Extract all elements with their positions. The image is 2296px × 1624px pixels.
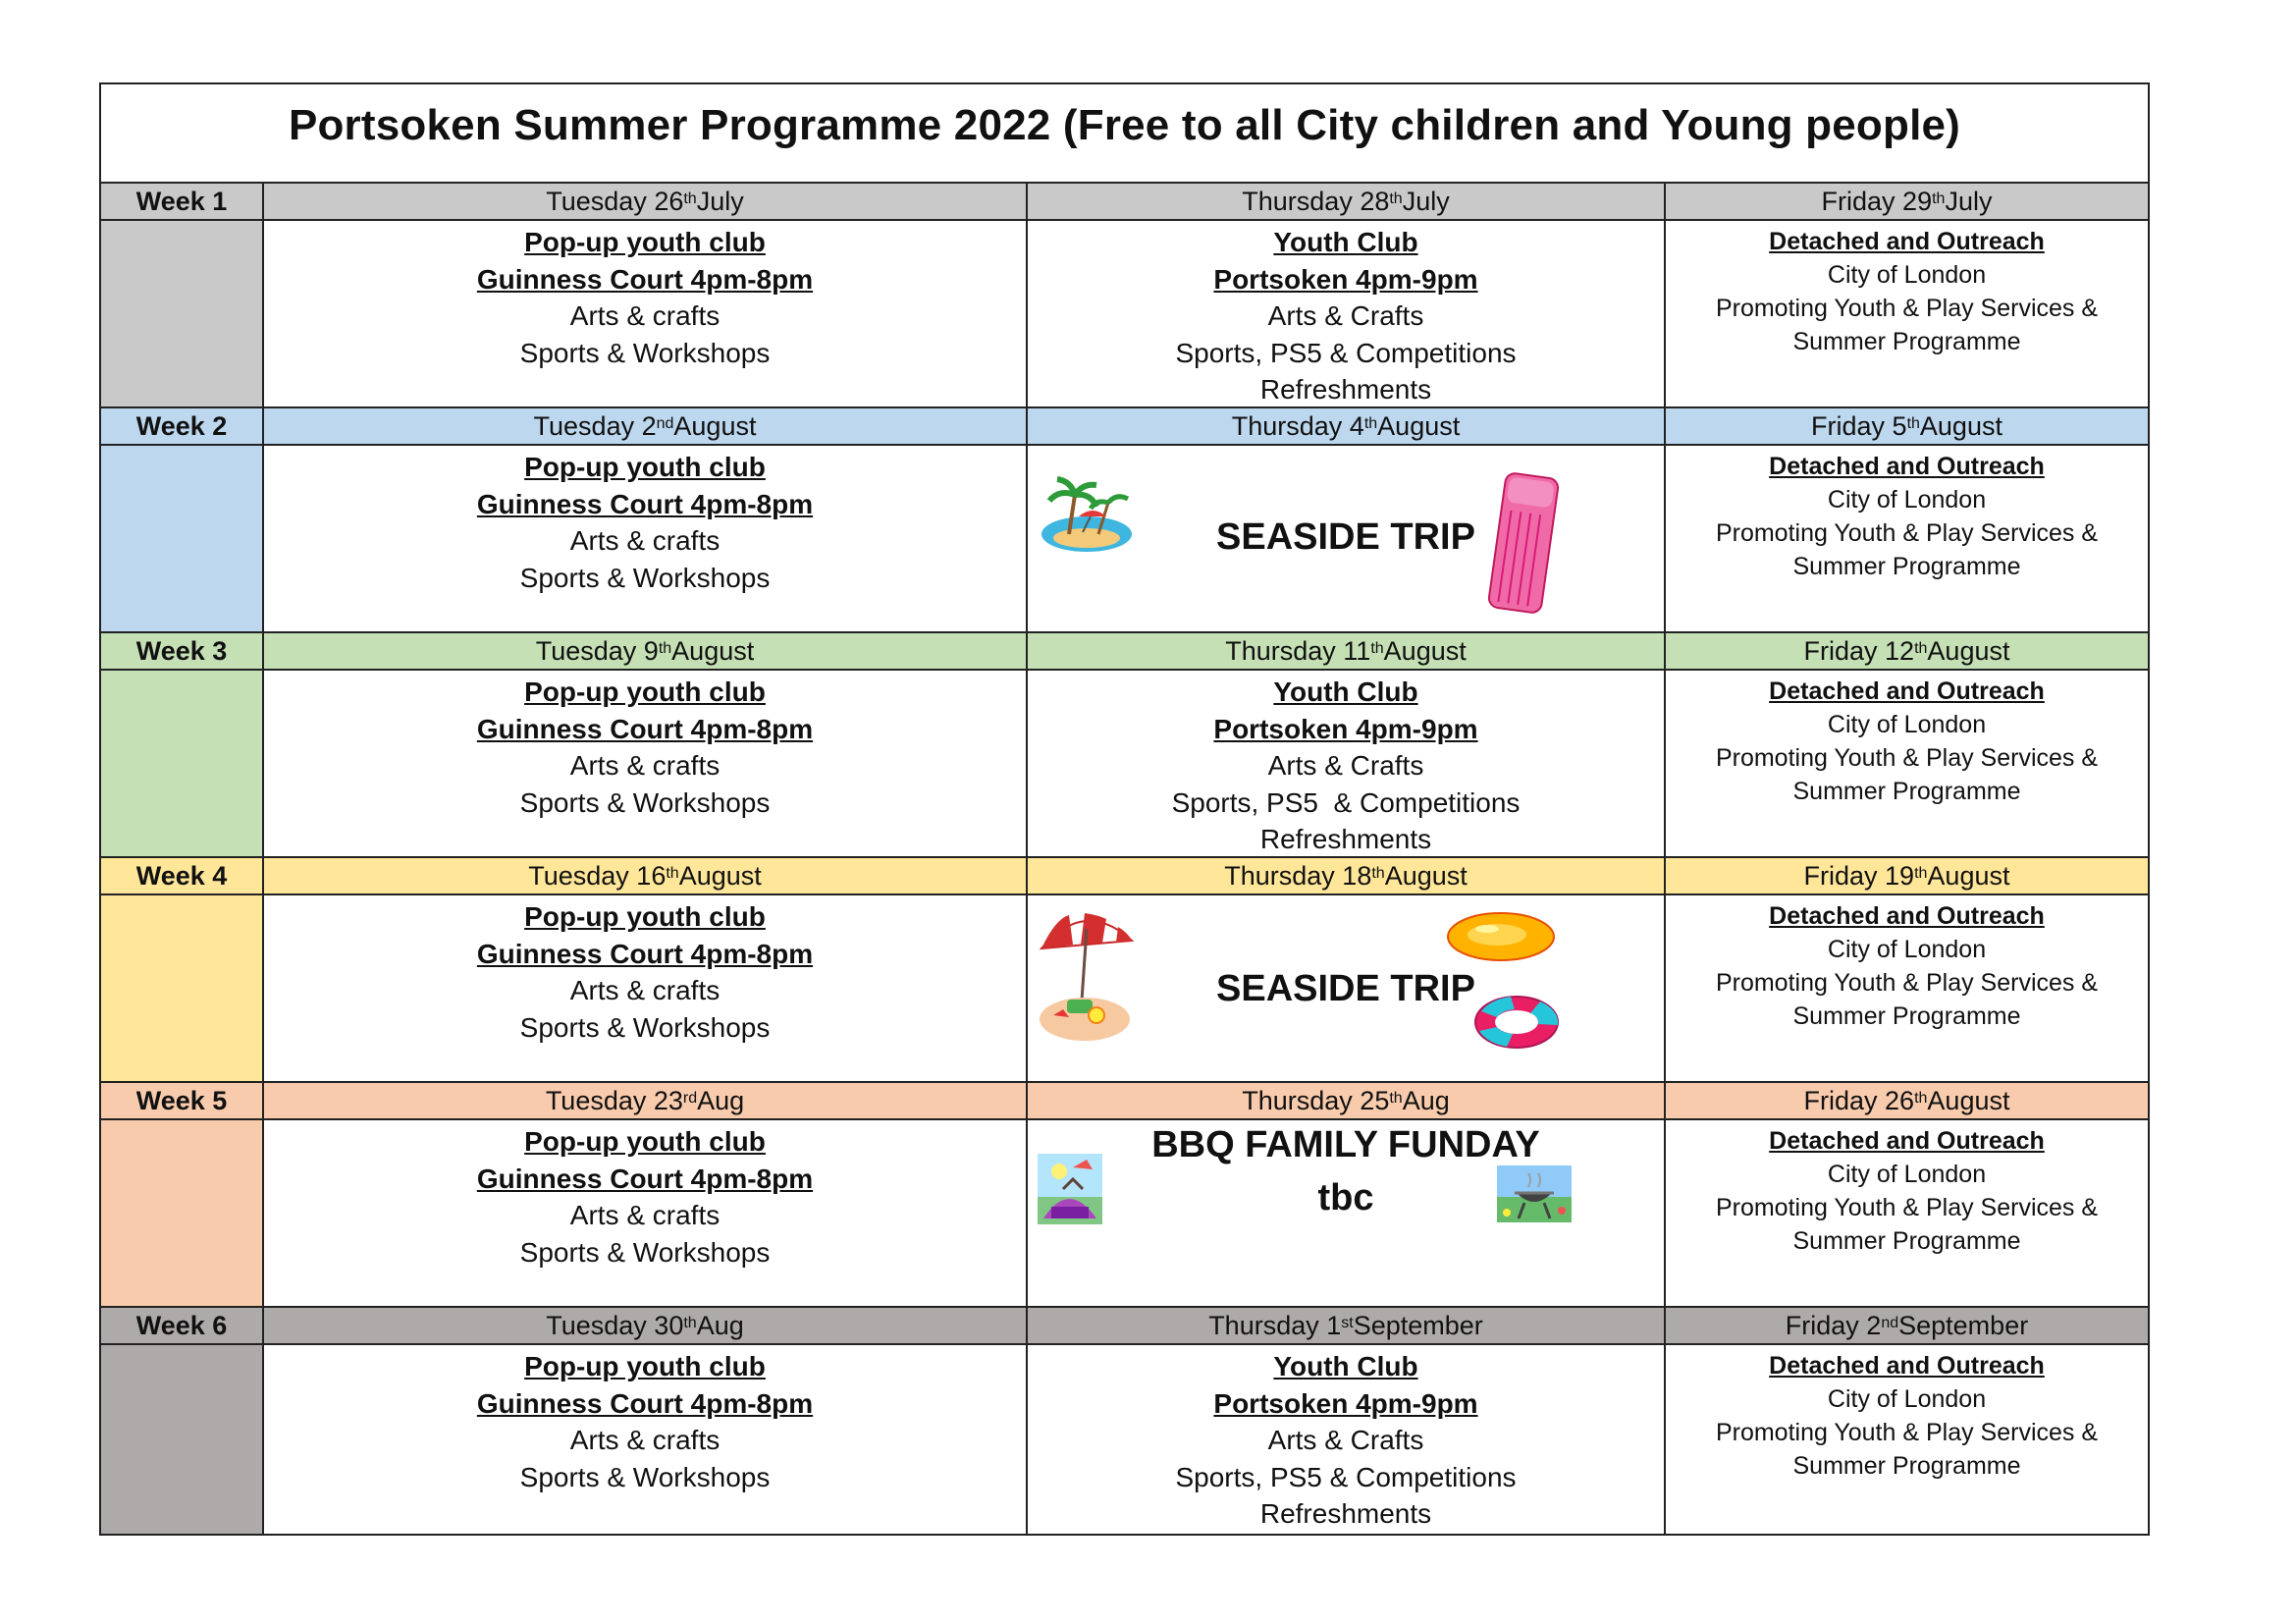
activity-line: Sports & Workshops <box>519 337 771 368</box>
activity-line: Summer Programme <box>1792 328 2021 355</box>
week-body-row <box>101 221 2148 408</box>
activity-title: Pop-up youth club <box>524 677 766 707</box>
activity-line: Arts & crafts <box>569 750 721 781</box>
friday-activity <box>1666 671 2148 856</box>
activity-line: City of London <box>1827 1385 1987 1413</box>
tuesday-date: Tuesday 2 $^{nd}$ August <box>264 408 1028 444</box>
activity-location: Guinness Court 4pm-8pm <box>476 1387 814 1419</box>
lilo-icon <box>1479 469 1568 617</box>
activity-title: Detached and Outreach <box>1769 453 2045 480</box>
week-body-row <box>101 446 2148 633</box>
activity-line: Summer Programme <box>1792 778 2021 805</box>
activity-line: Sports & Workshops <box>519 1236 771 1268</box>
week-color-cell <box>101 221 264 406</box>
activity-line: Arts & Crafts <box>1267 750 1424 781</box>
tuesday-activity <box>264 446 1028 631</box>
tuesday-date: Tuesday 23 $^{rd}$ Aug <box>264 1083 1028 1118</box>
friday-date: Friday 5 $^{th}$ August <box>1811 410 2002 441</box>
activity-title: Pop-up youth club <box>524 901 766 932</box>
activity-line: Promoting Youth & Play Services & <box>1715 1194 2099 1221</box>
activity-line: City of London <box>1827 1161 1987 1188</box>
thursday-date: Thursday 11 $^{th}$ August <box>1028 633 1666 669</box>
tuesday-activity <box>264 895 1028 1081</box>
week-body-row <box>101 1345 2148 1534</box>
tuesday-date: Tuesday 26 $^{th}$ July <box>264 184 1028 219</box>
friday-activity <box>1666 221 2148 406</box>
activity-location: Portsoken 4pm-9pm <box>1213 713 1478 744</box>
week-header-row <box>101 408 2148 446</box>
activity-line: Summer Programme <box>1792 1002 2021 1030</box>
activity-line: Arts & crafts <box>569 525 721 556</box>
week-2-block <box>101 408 2148 633</box>
activity-line: Sports & Workshops <box>519 562 771 593</box>
activity-title: Detached and Outreach <box>1769 677 2045 705</box>
activity-line: Promoting Youth & Play Services & <box>1715 969 2099 997</box>
week-1-block <box>101 184 2148 408</box>
tuesday-activity <box>264 1120 1028 1306</box>
week-header-row <box>101 1308 2148 1345</box>
week-6-block <box>101 1308 2148 1534</box>
thursday-date: Thursday 18 $^{th}$ August <box>1028 858 1666 893</box>
tuesday-date: Tuesday 30 $^{th}$ Aug <box>264 1308 1028 1343</box>
activity-line: Arts & crafts <box>569 1200 721 1230</box>
tuesday-activity <box>264 1345 1028 1534</box>
week-color-cell <box>101 895 264 1081</box>
friday-activity <box>1666 446 2148 631</box>
week-color-cell <box>101 1345 264 1534</box>
activity-location: Guinness Court 4pm-8pm <box>476 713 814 744</box>
thursday-date: Thursday 25 $^{th}$ Aug <box>1028 1083 1666 1118</box>
friday-activity <box>1666 895 2148 1081</box>
tuesday-date: Tuesday 16 $^{th}$ August <box>264 858 1028 893</box>
activity-title: Detached and Outreach <box>1769 1352 2045 1380</box>
activity-line: Promoting Youth & Play Services & <box>1715 1419 2099 1446</box>
week-label: Week 1 <box>101 184 264 219</box>
activity-location: Portsoken 4pm-9pm <box>1213 263 1478 295</box>
thursday-date: Thursday 4 $^{th}$ August <box>1028 408 1666 444</box>
activity-line: Promoting Youth & Play Services & <box>1715 744 2099 772</box>
activity-line: Refreshments <box>1259 374 1432 405</box>
friday-activity <box>1666 1345 2148 1534</box>
friday-date: Friday 19 $^{th}$ August <box>1803 860 2010 891</box>
activity-line: Arts & Crafts <box>1267 1425 1424 1455</box>
activity-line: Sports, PS5 & Competitions <box>1175 1461 1517 1492</box>
week-label: Week 5 <box>101 1083 264 1118</box>
tuesday-activity <box>264 671 1028 856</box>
activity-line: Refreshments <box>1259 1498 1432 1529</box>
friday-date: Friday 26 $^{th}$ August <box>1803 1085 2010 1115</box>
week-color-cell <box>101 671 264 856</box>
activity-line: City of London <box>1827 486 1987 514</box>
activity-line: Arts & crafts <box>569 300 721 331</box>
activity-line: City of London <box>1827 711 1987 738</box>
activity-location: Guinness Court 4pm-8pm <box>476 488 814 519</box>
activity-line: City of London <box>1827 936 1987 963</box>
thursday-activity <box>1028 671 1666 856</box>
thursday-date: Thursday 28 $^{th}$ July <box>1028 184 1666 219</box>
week-label: Week 6 <box>101 1308 264 1343</box>
tuesday-activity <box>264 221 1028 406</box>
activity-title: Detached and Outreach <box>1769 1127 2045 1155</box>
bbq-grill-icon <box>1495 1164 1574 1224</box>
activity-location: Guinness Court 4pm-8pm <box>476 1163 814 1194</box>
activity-title: Pop-up youth club <box>524 452 766 482</box>
week-color-cell <box>101 1120 264 1306</box>
activity-line: Sports & Workshops <box>519 786 771 818</box>
activity-line: Sports, PS5 & Competitions <box>1175 337 1517 368</box>
friday-date: Friday 2 $^{nd}$ September <box>1785 1310 2029 1340</box>
tuesday-date: Tuesday 9 $^{th}$ August <box>264 633 1028 669</box>
activity-title: Pop-up youth club <box>524 1351 766 1381</box>
week-3-block <box>101 633 2148 858</box>
week-label: Week 2 <box>101 408 264 444</box>
thursday-activity <box>1028 221 1666 406</box>
friday-activity <box>1666 1120 2148 1306</box>
week-header-row <box>101 184 2148 221</box>
activity-line: Promoting Youth & Play Services & <box>1715 295 2099 322</box>
activity-line: Summer Programme <box>1792 1227 2021 1255</box>
week-label: Week 4 <box>101 858 264 893</box>
activity-location: Guinness Court 4pm-8pm <box>476 938 814 969</box>
week-header-row <box>101 633 2148 671</box>
week-label: Week 3 <box>101 633 264 669</box>
activity-line: Sports & Workshops <box>519 1011 771 1043</box>
thursday-activity <box>1028 895 1666 1081</box>
week-body-row <box>101 1120 2148 1308</box>
week-color-cell <box>101 446 264 631</box>
activity-line: Summer Programme <box>1792 553 2021 580</box>
thursday-activity <box>1028 1120 1666 1306</box>
activity-title: Youth Club <box>1273 677 1418 707</box>
activity-line: City of London <box>1827 261 1987 289</box>
activity-line: Sports & Workshops <box>519 1461 771 1492</box>
picnic-icon <box>1034 1150 1106 1228</box>
page-title: Portsoken Summer Programme 2022 (Free to all City children and Young people) <box>288 100 1961 149</box>
activity-location: Guinness Court 4pm-8pm <box>476 263 814 295</box>
activity-line: Summer Programme <box>1792 1452 2021 1480</box>
activity-title: Pop-up youth club <box>524 1126 766 1157</box>
thursday-activity <box>1028 446 1666 631</box>
rubber-ring-icon <box>1471 990 1562 1055</box>
activity-title: Youth Club <box>1273 227 1418 257</box>
week-body-row <box>101 895 2148 1083</box>
event-title: SEASIDE TRIP <box>1216 516 1475 558</box>
event-title: BBQ FAMILY FUNDAY <box>1151 1124 1540 1165</box>
activity-line: Arts & crafts <box>569 1425 721 1455</box>
week-body-row <box>101 671 2148 858</box>
activity-line: Refreshments <box>1259 824 1432 854</box>
activity-title: Detached and Outreach <box>1769 228 2045 255</box>
programme-table <box>99 82 2150 1536</box>
activity-line: Arts & crafts <box>569 975 721 1005</box>
week-4-block <box>101 858 2148 1083</box>
event-title: SEASIDE TRIP <box>1216 968 1475 1009</box>
week-5-block <box>101 1083 2148 1308</box>
activity-location: Portsoken 4pm-9pm <box>1213 1387 1478 1419</box>
friday-date: Friday 29 $^{th}$ July <box>1821 186 1993 216</box>
title-row <box>101 84 2148 184</box>
activity-title: Detached and Outreach <box>1769 902 2045 930</box>
week-header-row <box>101 1083 2148 1120</box>
activity-line: Arts & Crafts <box>1267 300 1424 331</box>
activity-title: Pop-up youth club <box>524 227 766 257</box>
thursday-activity <box>1028 1345 1666 1534</box>
activity-line: Promoting Youth & Play Services & <box>1715 519 2099 547</box>
activity-title: Youth Club <box>1273 1351 1418 1381</box>
thursday-date: Thursday 1 $^{st}$ September <box>1028 1308 1666 1343</box>
event-subtitle: tbc <box>1317 1177 1374 1218</box>
activity-line: Sports, PS5 & Competitions <box>1171 786 1521 818</box>
friday-date: Friday 12 $^{th}$ August <box>1803 635 2010 666</box>
week-header-row <box>101 858 2148 895</box>
inflatable-icon <box>1444 909 1558 964</box>
